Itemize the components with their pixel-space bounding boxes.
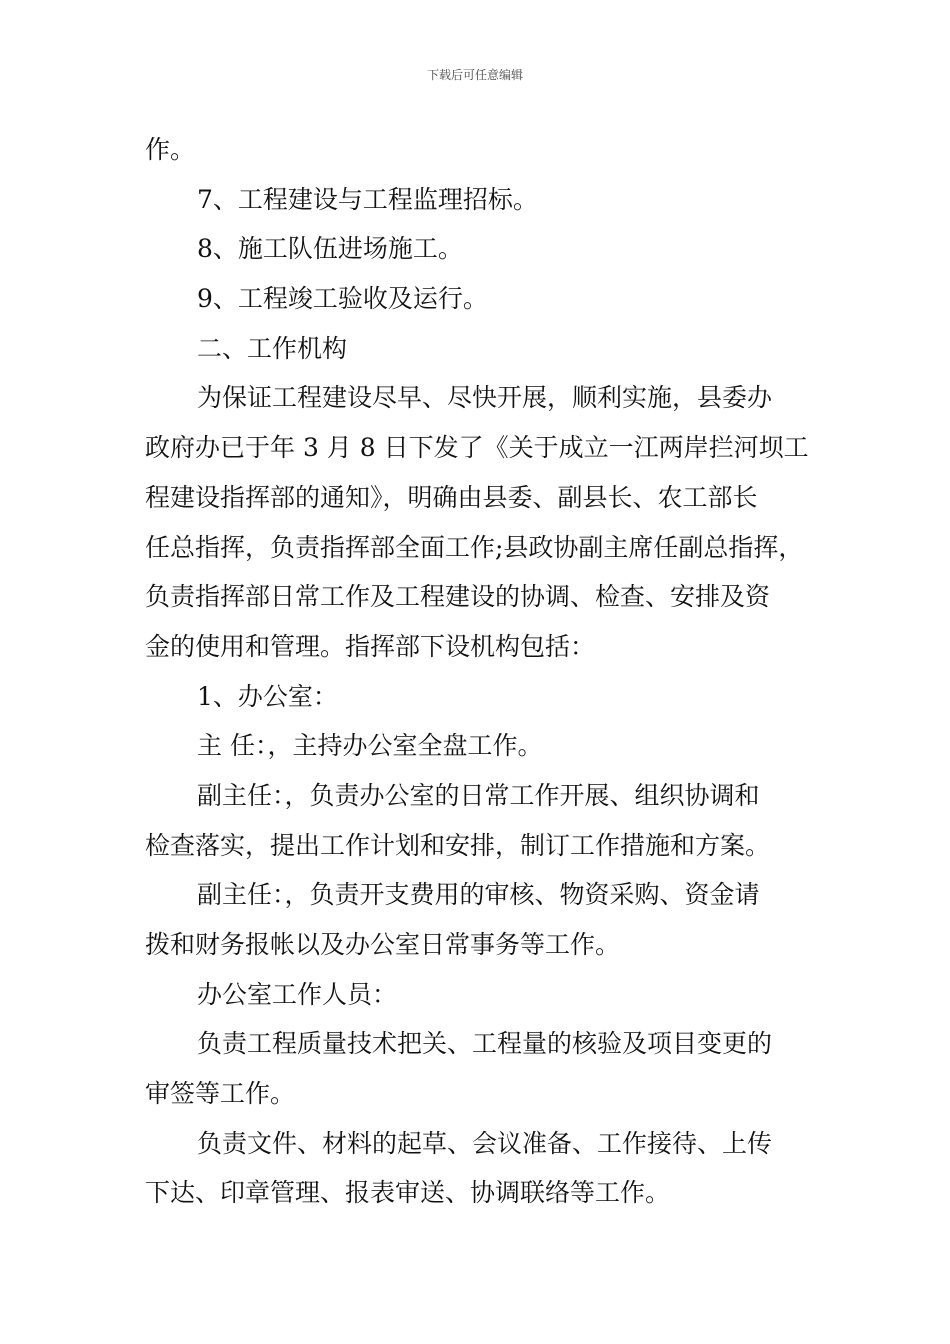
text-line: 审签等工作。 — [145, 1079, 296, 1109]
text-line: 作。 — [145, 135, 196, 164]
text-line: 检查落实，提出工作计划和安排，制订工作措施和方案。 — [145, 830, 771, 860]
text-line: 9、工程竣工验收及运行。 — [197, 284, 488, 314]
text-line: 拨和财务报帐以及办公室日常事务等工作。 — [145, 930, 621, 959]
text-line: 下达、印章管理、报表审送、协调联络等工作。 — [145, 1178, 671, 1208]
text-line: 程建设指挥部的通知》，明确由县委、副县长、农工部长 — [145, 482, 758, 512]
page-header: 下载后可任意编辑 — [426, 68, 523, 82]
text-line: 负责工程质量技术把关、工程量的核验及项目变更的 — [197, 1029, 773, 1059]
text-line: 为保证工程建设尽早、尽快开展，顺利实施，县委办 — [197, 383, 773, 413]
text-line: 7、工程建设与工程监理招标。 — [197, 184, 538, 214]
text-line: 1、办公室： — [197, 681, 338, 711]
text-line: 8、施工队伍进场施工。 — [197, 234, 463, 264]
text-line: 金的使用和管理。指挥部下设机构包括： — [145, 631, 596, 661]
text-line: 任总指挥，负责指挥部全面工作;县政协副主席任副总指挥， — [145, 532, 804, 562]
text-line: 负责指挥部日常工作及工程建设的协调、检查、安排及资 — [145, 582, 771, 612]
body-text — [145, 125, 810, 1218]
text-line: 副主任：，负责办公室的日常工作开展、组织协调和 — [197, 780, 760, 810]
text-line: 负责文件、材料的起草、会议准备、工作接待、上传 — [197, 1128, 773, 1158]
text-line: 副主任：，负责开支费用的审核、物资采购、资金请 — [197, 880, 760, 910]
text-line: 二、工作机构 — [197, 333, 348, 363]
text-line: 政府办已于年 3 月 8 日下发了《关于成立一江两岸拦河坝工 — [145, 433, 809, 463]
text-line: 办公室工作人员： — [197, 979, 398, 1009]
text-line: 主 任：，主持办公室全盘工作。 — [197, 731, 543, 761]
